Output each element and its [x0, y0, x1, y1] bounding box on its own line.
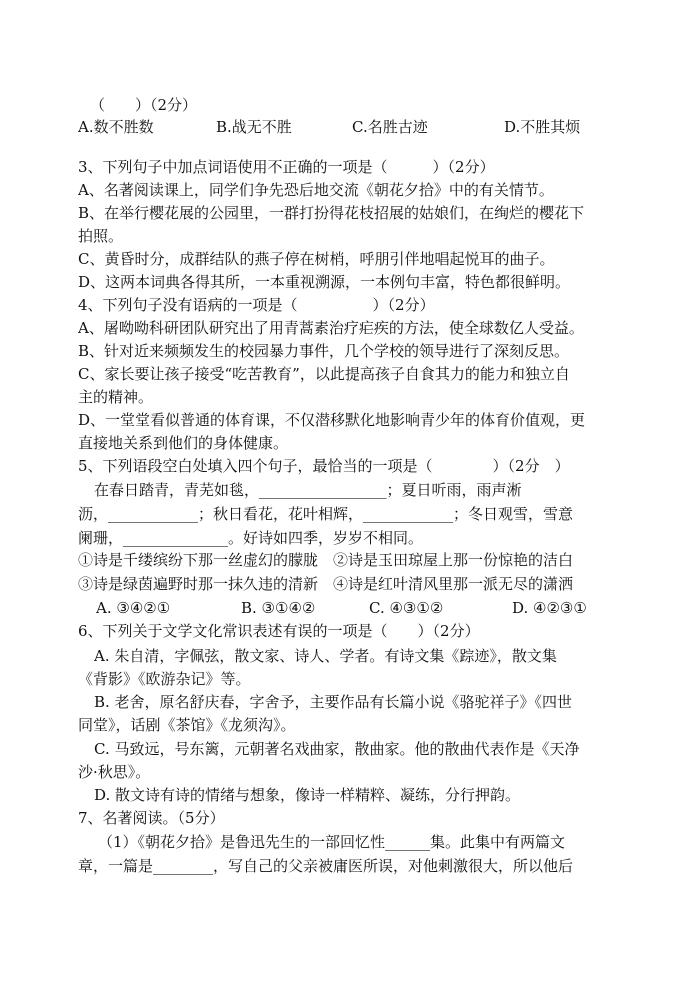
- q2-option-a: A.数不胜数: [78, 118, 154, 136]
- q5-option-d: D. ④②③①: [512, 599, 587, 617]
- q4-option-d: D、一堂堂看似普通的体育课，不仅潜移默化地影响青少年的体育价值观，更: [78, 411, 586, 429]
- q2-answer-blank: （ ）（2分）: [90, 96, 198, 114]
- q4-option-a: A、屠呦呦科研团队研究出了用青蒿素治疗疟疾的方法，使全球数亿人受益。: [78, 319, 584, 337]
- q6-option-c-cont: 沙·秋思》。: [78, 763, 151, 781]
- q5-stem: 5、下列语段空白处填入四个句子，最恰当的一项是（ ）（2分 ）: [78, 457, 570, 475]
- q6-stem: 6、下列关于文学文化常识表述有误的一项是（ ）（2分）: [78, 622, 480, 640]
- q5-passage-line-2: 沥，____________；秋日看花，花叶相辉，____________；冬日观雪，雪意: [78, 505, 574, 523]
- q5-option-b: B. ③①④②: [241, 599, 316, 617]
- q3-stem: 3、下列句子中加点词语使用不正确的一项是（ ）（2分）: [78, 158, 495, 176]
- q4-option-b: B、针对近来频频发生的校园暴力事件，几个学校的领导进行了深刻反思。: [78, 342, 570, 360]
- q4-stem: 4、下列句子没有语病的一项是（ ）（2分）: [78, 296, 435, 314]
- q6-option-b-cont: 同堂》，话剧《茶馆》《龙须沟》。: [78, 716, 296, 734]
- q6-option-a-cont: 《背影》《欧游杂记》等。: [78, 670, 251, 688]
- q4-option-c: C、家长要让孩子接受“吃苦教育”，以此提高孩子自食其力的能力和独立自: [78, 365, 570, 383]
- q5-passage-line-3: 阑珊，______________。好诗如四季，岁岁不相同。: [78, 529, 424, 547]
- q5-passage-line-1: 在春日踏青，青芜如毯，_________________；夏日听雨，雨声淅: [94, 481, 522, 499]
- q4-option-c-cont: 主的精神。: [78, 388, 154, 406]
- q7-part1-line-1: （1）《朝花夕拾》是鲁迅先生的一部回忆性______集。此集中有两篇文: [98, 833, 566, 851]
- q5-sentences-1-2: ①诗是千缕缤纷下那一丝虚幻的朦胧 ②诗是玉田琼屋上那一份惊艳的洁白: [78, 551, 574, 569]
- q5-option-c: C. ④③①②: [369, 599, 444, 617]
- q5-sentences-3-4: ③诗是绿茵遍野时那一抹久违的清新 ④诗是红叶清风里那一派无尽的潇洒: [78, 575, 574, 593]
- q3-option-d: D、这两本词典各得其所，一本重视溯源，一本例句丰富，特色都很鲜明。: [78, 273, 571, 291]
- q4-option-d-cont: 直接地关系到他们的身体健康。: [78, 434, 289, 452]
- q3-option-a: A、名著阅读课上，同学们争先恐后地交流《朝花夕拾》中的有关情节。: [78, 181, 554, 199]
- q7-stem: 7、名著阅读。（5分）: [78, 809, 225, 827]
- q6-option-b: B. 老舍，原名舒庆春，字舍予，主要作品有长篇小说《骆驼祥子》《四世: [94, 693, 573, 711]
- q3-option-b: B、在举行樱花展的公园里，一群打扮得花枝招展的姑娘们，在绚烂的樱花下: [78, 204, 585, 222]
- q2-options: [78, 117, 608, 137]
- q2-option-b: B.战无不胜: [216, 118, 292, 136]
- q5-options: [96, 598, 608, 618]
- q6-option-c: C. 马致远，号东篱，元朝著名戏曲家，散曲家。他的散曲代表作是《天净: [94, 740, 580, 758]
- q6-option-d: D. 散文诗有诗的情绪与想象，像诗一样精粹、凝练，分行押韵。: [94, 786, 521, 804]
- q2-option-c: C.名胜古迹: [352, 118, 428, 136]
- q3-option-b-cont: 拍照。: [78, 227, 124, 245]
- q2-option-d: D.不胜其烦: [504, 118, 581, 136]
- q5-option-a: A. ③④②①: [96, 599, 171, 617]
- q7-part1-line-2: 章，一篇是________，写自己的父亲被庸医所误，对他刺激很大，所以他后: [78, 857, 574, 875]
- q3-option-c: C、黄昏时分，成群结队的燕子停在树梢，呼朋引伴地唱起悦耳的曲子。: [78, 250, 555, 268]
- q6-option-a: A. 朱自清，字佩弦，散文家、诗人、学者。有诗文集《踪迹》，散文集: [94, 647, 557, 665]
